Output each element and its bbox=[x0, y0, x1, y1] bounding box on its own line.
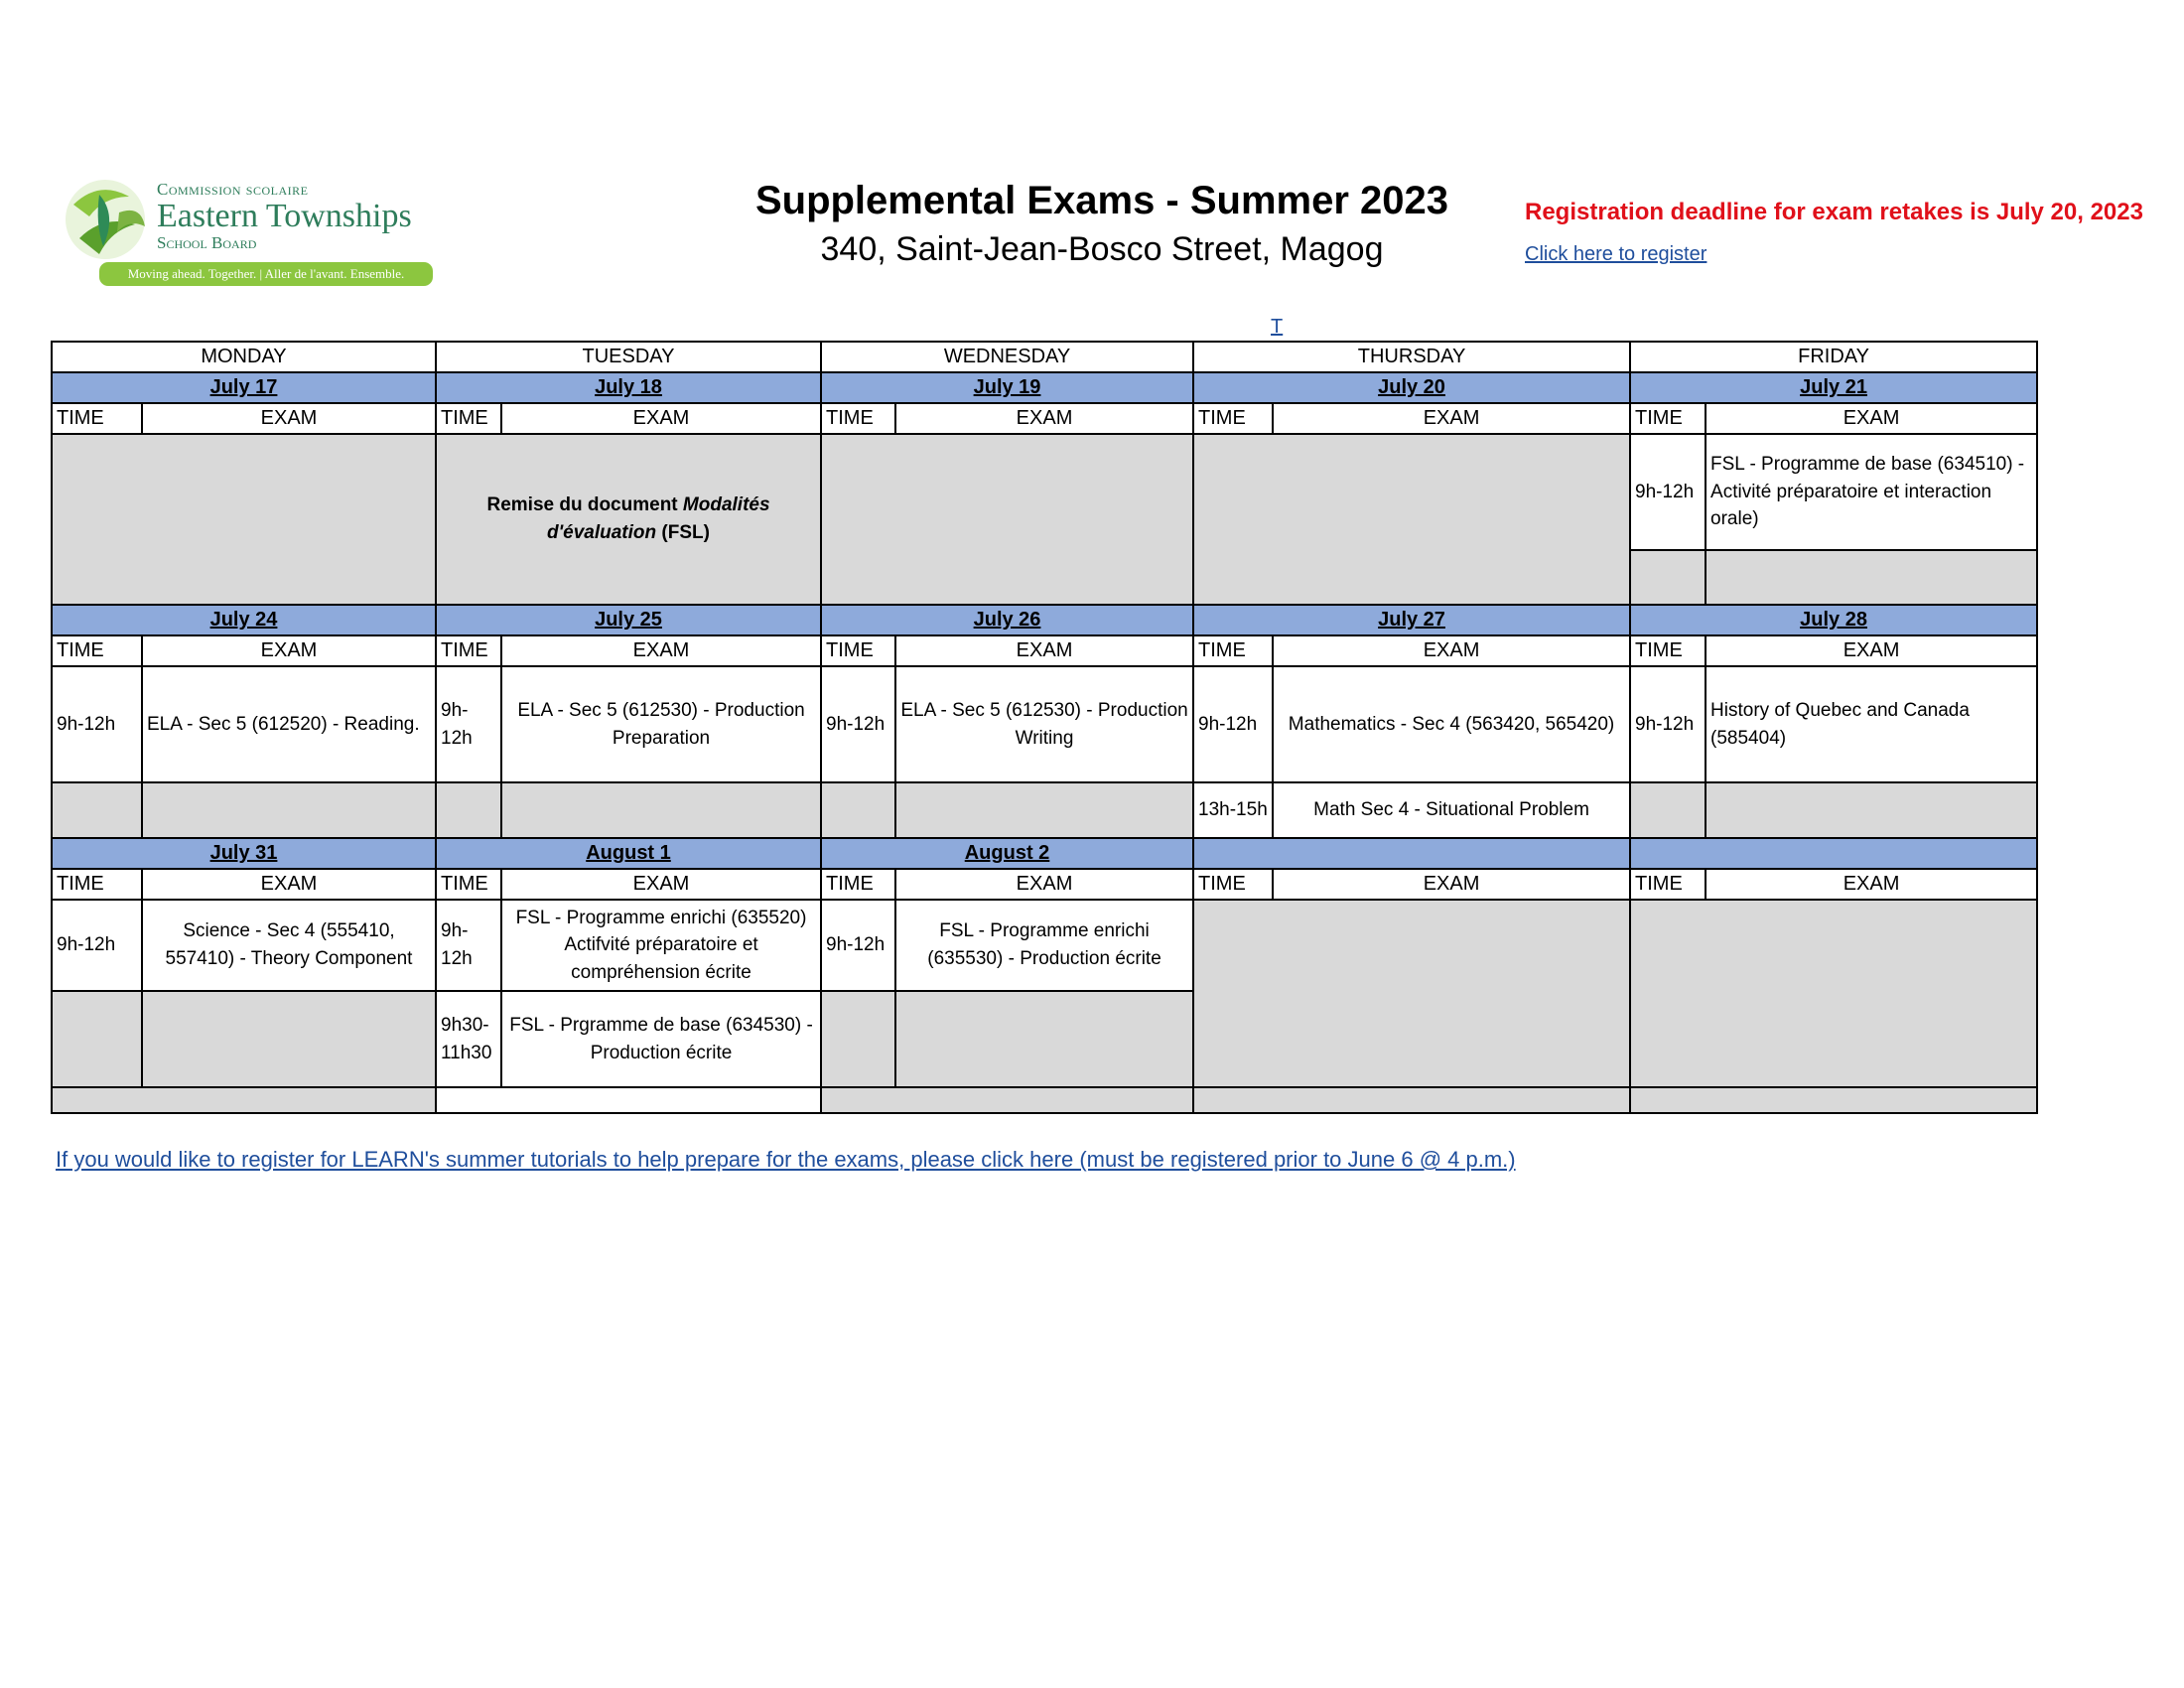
week2-exam-row-1 bbox=[52, 666, 2037, 782]
exam-name: FSL - Programme enrichi (635530) - Production écrite bbox=[895, 900, 1193, 991]
exam-name: ELA - Sec 5 (612530) - Production Writing bbox=[895, 666, 1193, 782]
exam-time: 9h-12h bbox=[1193, 666, 1273, 782]
exam-label: EXAM bbox=[1273, 635, 1630, 666]
empty-cell bbox=[52, 782, 142, 838]
exam-name: Mathematics - Sec 4 (563420, 565420) bbox=[1273, 666, 1630, 782]
exam-schedule-table bbox=[51, 341, 2038, 1114]
exam-name: Science - Sec 4 (555410, 557410) - Theory Component bbox=[142, 900, 436, 991]
exam-time: 9h-12h bbox=[1630, 666, 1706, 782]
exam-label: EXAM bbox=[1273, 403, 1630, 434]
exam-name: FSL - Prgramme de base (634530) - Production écrite bbox=[501, 991, 821, 1087]
date-cell bbox=[1193, 838, 1630, 869]
empty-cell bbox=[1630, 1087, 2037, 1113]
note-text: Remise du document bbox=[486, 494, 683, 516]
empty-cell bbox=[52, 1087, 436, 1113]
time-label: TIME bbox=[821, 635, 895, 666]
date-cell: July 26 bbox=[821, 605, 1193, 635]
time-label: TIME bbox=[436, 869, 501, 900]
logo-wordmark bbox=[157, 181, 412, 251]
exam-time: 9h-12h bbox=[52, 900, 142, 991]
exam-time: 9h-12h bbox=[436, 900, 501, 991]
exam-time: 13h-15h bbox=[1193, 782, 1273, 838]
exam-label: EXAM bbox=[895, 403, 1193, 434]
exam-label: EXAM bbox=[895, 869, 1193, 900]
exam-address: 340, Saint-Jean-Bosco Street, Magog bbox=[820, 230, 1384, 268]
day-header-row bbox=[52, 342, 2037, 372]
time-label: TIME bbox=[1193, 403, 1273, 434]
school-board-logo bbox=[60, 175, 437, 292]
exam-label: EXAM bbox=[1273, 869, 1630, 900]
exam-label: EXAM bbox=[142, 869, 436, 900]
time-label: TIME bbox=[1193, 869, 1273, 900]
date-cell: July 17 bbox=[52, 372, 436, 403]
exam-name: FSL - Programme de base (634510) - Activité préparatoire et interaction orale) bbox=[1706, 434, 2037, 550]
time-label: TIME bbox=[1630, 869, 1706, 900]
empty-cell bbox=[142, 991, 436, 1087]
date-cell bbox=[1630, 838, 2037, 869]
date-cell: July 27 bbox=[1193, 605, 1630, 635]
empty-cell bbox=[821, 991, 895, 1087]
tuesday-note-cell bbox=[436, 434, 821, 605]
week2-date-row bbox=[52, 605, 2037, 635]
time-label: TIME bbox=[436, 403, 501, 434]
week1-date-row bbox=[52, 372, 2037, 403]
exam-label: EXAM bbox=[142, 635, 436, 666]
day-wednesday: WEDNESDAY bbox=[821, 342, 1193, 372]
exam-name: ELA - Sec 5 (612520) - Reading. bbox=[142, 666, 436, 782]
exam-label: EXAM bbox=[501, 869, 821, 900]
empty-cell bbox=[821, 782, 895, 838]
time-label: TIME bbox=[52, 403, 142, 434]
date-cell: July 19 bbox=[821, 372, 1193, 403]
empty-cell bbox=[821, 434, 1193, 605]
time-label: TIME bbox=[1630, 403, 1706, 434]
page-title: Supplemental Exams - Summer 2023 bbox=[754, 179, 1449, 222]
register-link[interactable]: Click here to register bbox=[1525, 243, 1707, 265]
empty-cell bbox=[142, 782, 436, 838]
exam-name: Math Sec 4 - Situational Problem bbox=[1273, 782, 1630, 838]
week2-label-row bbox=[52, 635, 2037, 666]
registration-deadline: Registration deadline for exam retakes is July 20, 2023 bbox=[1525, 199, 2143, 225]
logo-line-2: Eastern Townships bbox=[157, 198, 412, 234]
week3-label-row bbox=[52, 869, 2037, 900]
exam-label: EXAM bbox=[1706, 635, 2037, 666]
empty-cell bbox=[436, 1087, 821, 1113]
empty-cell bbox=[821, 1087, 1193, 1113]
empty-cell bbox=[895, 782, 1193, 838]
empty-cell bbox=[1630, 550, 1706, 605]
exam-label: EXAM bbox=[1706, 869, 2037, 900]
empty-cell bbox=[1630, 900, 2037, 1087]
exam-name: FSL - Programme enrichi (635520) Actifvité préparatoire et compréhension écrite bbox=[501, 900, 821, 991]
week3-date-row bbox=[52, 838, 2037, 869]
leaf-icon bbox=[60, 175, 151, 264]
time-label: TIME bbox=[52, 869, 142, 900]
exam-time: 9h-12h bbox=[821, 900, 895, 991]
logo-line-3: School Board bbox=[157, 233, 257, 252]
day-friday: FRIDAY bbox=[1630, 342, 2037, 372]
week2-exam-row-2 bbox=[52, 782, 2037, 838]
tutorials-register-link[interactable]: If you would like to register for LEARN's summer tutorials to help prepare for the exams, please click here (must be registered prior to June 6 @ 4 p.m.) bbox=[56, 1147, 1516, 1172]
logo-tagline: Moving ahead. Together. | Aller de l'avant. Ensemble. bbox=[99, 262, 433, 286]
date-cell: July 24 bbox=[52, 605, 436, 635]
date-cell: August 2 bbox=[821, 838, 1193, 869]
exam-time: 9h-12h bbox=[1630, 434, 1706, 550]
exam-name: History of Quebec and Canada (585404) bbox=[1706, 666, 2037, 782]
exam-label: EXAM bbox=[501, 635, 821, 666]
date-cell: July 25 bbox=[436, 605, 821, 635]
time-label: TIME bbox=[52, 635, 142, 666]
exam-label: EXAM bbox=[895, 635, 1193, 666]
time-label: TIME bbox=[1630, 635, 1706, 666]
empty-cell bbox=[895, 991, 1193, 1087]
exam-time: 9h-12h bbox=[52, 666, 142, 782]
exam-time: 9h-12h bbox=[821, 666, 895, 782]
empty-cell bbox=[1193, 1087, 1630, 1113]
week1-exam-row-1 bbox=[52, 434, 2037, 550]
date-cell: July 21 bbox=[1630, 372, 2037, 403]
empty-cell bbox=[52, 434, 436, 605]
date-cell: July 18 bbox=[436, 372, 821, 403]
exam-label: EXAM bbox=[501, 403, 821, 434]
week3-exam-row-1 bbox=[52, 900, 2037, 991]
exam-time: 9h30-11h30 bbox=[436, 991, 501, 1087]
day-tuesday: TUESDAY bbox=[436, 342, 821, 372]
date-cell: August 1 bbox=[436, 838, 821, 869]
exam-time: 9h-12h bbox=[436, 666, 501, 782]
date-cell: July 28 bbox=[1630, 605, 2037, 635]
empty-cell bbox=[1193, 434, 1630, 605]
table-footer-row bbox=[52, 1087, 2037, 1113]
exam-label: EXAM bbox=[142, 403, 436, 434]
time-label: TIME bbox=[436, 635, 501, 666]
empty-cell bbox=[52, 991, 142, 1087]
empty-cell bbox=[1706, 550, 2037, 605]
exam-name: ELA - Sec 5 (612530) - Production Preparation bbox=[501, 666, 821, 782]
empty-cell bbox=[501, 782, 821, 838]
note-italic: Modalités d'évaluation bbox=[547, 494, 770, 543]
empty-cell bbox=[1706, 782, 2037, 838]
time-label: TIME bbox=[821, 869, 895, 900]
empty-cell bbox=[1193, 900, 1630, 1087]
week1-label-row bbox=[52, 403, 2037, 434]
date-cell: July 20 bbox=[1193, 372, 1630, 403]
note-text-end: (FSL) bbox=[656, 522, 710, 543]
logo-line-1: Commission scolaire bbox=[157, 180, 309, 199]
day-monday: MONDAY bbox=[52, 342, 436, 372]
date-cell: July 31 bbox=[52, 838, 436, 869]
t-mark-link[interactable]: T bbox=[1271, 316, 1284, 338]
empty-cell bbox=[436, 782, 501, 838]
time-label: TIME bbox=[821, 403, 895, 434]
day-thursday: THURSDAY bbox=[1193, 342, 1630, 372]
exam-label: EXAM bbox=[1706, 403, 2037, 434]
empty-cell bbox=[1630, 782, 1706, 838]
time-label: TIME bbox=[1193, 635, 1273, 666]
